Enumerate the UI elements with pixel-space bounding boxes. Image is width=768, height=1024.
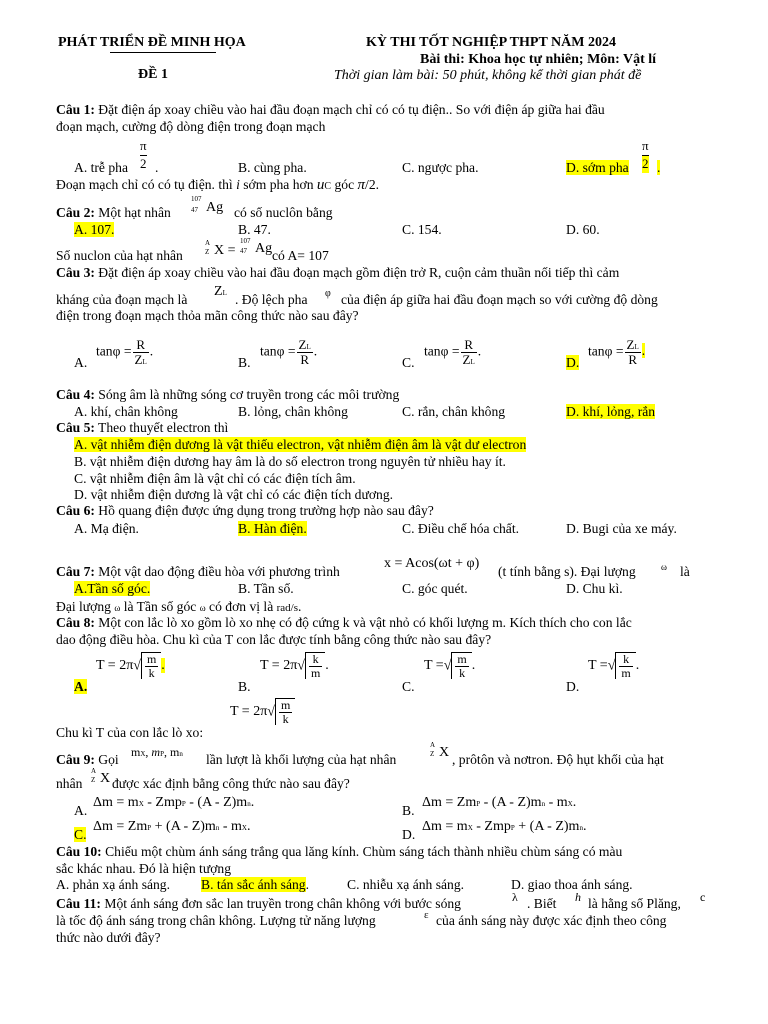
q2-nuclide: 107 47: [191, 195, 202, 214]
q9-option-c-formula: Δm = ZmP + (A - Z)mn - mX.: [93, 819, 251, 834]
q2-option-d: D. 60.: [566, 222, 600, 237]
q10-option-a: A. phản xạ ánh sáng.: [56, 877, 171, 892]
q9-option-d: D.: [402, 827, 416, 842]
header-exam-title: KỲ THI TỐT NGHIỆP THPT NĂM 2024: [366, 35, 616, 50]
q3-stem-2: kháng của đoạn mạch là: [56, 292, 188, 307]
header-underline: [110, 52, 216, 53]
header-left-title: PHÁT TRIỂN ĐỀ MINH HỌA: [58, 35, 246, 50]
q3-option-a: A.: [74, 355, 88, 370]
q9-option-c: C.: [74, 827, 87, 842]
q3-option-b: B.: [238, 355, 251, 370]
q1-stem: Câu 1: Đặt điện áp xoay chiều vào hai đầu đoạn mạch chỉ có có tụ điện.. So với điện áp giữa hai đầu: [56, 102, 605, 117]
q9-option-d-formula: Δm = mX - ZmpP + (A - Z)mn.: [422, 819, 587, 834]
q11-stem-3: thức nào dưới đây?: [56, 930, 161, 945]
q6-option-a: A. Mạ điện.: [74, 521, 139, 536]
q5-option-b: B. vật nhiễm điện dương hay âm là do số electron trong nguyên tử nhiều hay ít.: [74, 454, 506, 469]
q10-option-c: C. nhiễu xạ ánh sáng.: [347, 877, 465, 892]
q3-option-d-formula: tanφ = $\frac{ZL}{R}$ .: [588, 337, 646, 367]
q7-option-d: D. Chu kì.: [566, 581, 623, 596]
q4-option-c: C. rắn, chân không: [402, 404, 506, 419]
q3-option-c: C.: [402, 355, 415, 370]
q3-option-b-formula: tanφ = $\frac{ZL}{R}$ .: [260, 337, 318, 367]
q9-option-a-formula: Δm = mX - ZmpP - (A - Z)mn.: [93, 795, 255, 810]
q2-option-b: B. 47.: [238, 222, 271, 237]
q8-option-d-formula: T =√ $\frac{k}{m}$ .: [588, 652, 640, 680]
q8-stem: Câu 8: Một con lắc lò xo gồm lò xo nhẹ có độ cứng k và vật nhỏ có khối lượng m. Kích thích cho con lắc: [56, 615, 632, 630]
q4-option-d: D. khí, lỏng, rắn: [566, 404, 656, 419]
q6-stem: Câu 6: Hồ quang điện được ứng dụng trong trường hợp nào sau đây?: [56, 503, 434, 518]
q2-explanation: Số nuclon của hạt nhân: [56, 248, 183, 263]
q5-stem: Câu 5: Theo thuyết electron thì: [56, 420, 229, 435]
q3-option-d: D.: [566, 355, 580, 370]
q1-option-d-frac: π 2: [642, 138, 649, 171]
header-exam-code: ĐỀ 1: [138, 67, 168, 82]
q10-stem-2: sắc khác nhau. Đó là hiện tượng: [56, 861, 231, 876]
q8-explanation-formula: T = 2π√ $\frac{m}{k}$: [230, 698, 295, 725]
q5-option-a: A. vật nhiễm điện dương là vật thiếu electron, vật nhiễm điện âm là vật dư electron: [74, 437, 527, 452]
q5-option-d: D. vật nhiễm điện dương là vật chỉ có các điện tích dương.: [74, 487, 394, 502]
q7-equation: x = Acos(ωt + φ): [384, 556, 480, 571]
q8-option-c-formula: T =√ $\frac{m}{k}$ .: [424, 652, 476, 680]
q8-explanation: Chu kì T của con lắc lò xo:: [56, 725, 204, 740]
q1-explanation: Đoạn mạch chỉ có có tụ điện. thì i sớm pha hơn uC góc π/2.: [56, 177, 380, 193]
q1-option-d: D. sớm pha: [566, 160, 629, 175]
q4-option-b: B. lỏng, chân không: [238, 404, 348, 419]
q8-option-a: A.: [74, 679, 88, 694]
q3-option-a-formula: tanφ = $\frac{R}{ZL}$ .: [96, 337, 154, 367]
q3-option-c-formula: tanφ = $\frac{R}{ZL}$ .: [424, 337, 482, 367]
q7-explanation: Đại lượng ω là Tần số góc ω có đơn vị là rad/s.: [56, 599, 302, 614]
header-subject: Bài thi: Khoa học tự nhiên; Môn: Vật lí: [420, 52, 657, 67]
q8-option-d: D.: [566, 679, 580, 694]
q6-option-c: C. Điều chế hóa chất.: [402, 521, 520, 536]
q3-stem: Câu 3: Đặt điện áp xoay chiều vào hai đầu đoạn mạch gồm điện trở R, cuộn cảm thuần nối tiếp thì cảm: [56, 265, 620, 280]
q9-option-a: A.: [74, 803, 88, 818]
header-time: Thời gian làm bài: 50 phút, không kể thời gian phát đề: [334, 68, 642, 83]
q2-option-c: C. 154.: [402, 222, 442, 237]
q7-option-b: B. Tần số.: [238, 581, 294, 596]
q10-option-b: B. tán sắc ánh sáng.: [201, 877, 309, 892]
q8-option-c: C.: [402, 679, 415, 694]
q3-stem-3: điện trong đoạn mạch thỏa mãn công thức nào sau đây?: [56, 308, 359, 323]
q9-masses: mX, mP, mn: [131, 745, 183, 759]
q4-option-a: A. khí, chân không: [74, 404, 178, 419]
q9-option-b: B.: [402, 803, 415, 818]
q10-stem: Câu 10: Chiếu một chùm ánh sáng trắng qua lăng kính. Chùm sáng tách thành nhiều chùm sáng có màu: [56, 844, 623, 859]
q9-option-b-formula: Δm = ZmP - (A - Z)mn - mX.: [422, 795, 577, 810]
q6-option-b: B. Hàn điện.: [238, 521, 307, 536]
q2-stem: Câu 2: Một hạt nhân: [56, 205, 171, 220]
q7-stem: Câu 7: Một vật dao động điều hòa với phương trình: [56, 564, 340, 579]
q8-option-b-formula: T = 2π√ $\frac{k}{m}$ .: [260, 652, 329, 680]
q11-stem: Câu 11: Một ánh sáng đơn sắc lan truyền trong chân không với bước sóng: [56, 896, 461, 911]
q7-option-c: C. góc quét.: [402, 581, 468, 596]
q1-option-b: B. cùng pha.: [238, 160, 307, 175]
q1-option-a-frac: π 2: [140, 138, 147, 171]
q11-stem-2: là tốc độ ánh sáng trong chân không. Lượng tử năng lượng: [56, 913, 376, 928]
q9-stem: Câu 9: Gọi: [56, 752, 119, 767]
q1-option-c: C. ngược pha.: [402, 160, 479, 175]
q8-option-a-formula: T = 2π√ $\frac{m}{k}$ .: [96, 652, 165, 680]
q2-option-a: A. 107.: [74, 222, 115, 237]
q8-stem-2: dao động điều hòa. Chu kì của T con lắc được tính bằng công thức nào sau đây?: [56, 632, 492, 647]
q6-option-d: D. Bugi của xe máy.: [566, 521, 677, 536]
q7-option-a: A.Tần số góc.: [74, 581, 151, 596]
q5-option-c: C. vật nhiễm điện âm là vật chỉ có các điện tích âm.: [74, 471, 356, 486]
q1-option-a: A. trễ pha: [74, 160, 128, 175]
q1-stem-2: đoạn mạch, cường độ dòng điện trong đoạn mạch: [56, 119, 326, 134]
q4-stem: Câu 4: Sóng âm là những sóng cơ truyền trong các môi trường: [56, 387, 400, 402]
q8-option-b: B.: [238, 679, 251, 694]
q10-option-d: D. giao thoa ánh sáng.: [511, 877, 633, 892]
